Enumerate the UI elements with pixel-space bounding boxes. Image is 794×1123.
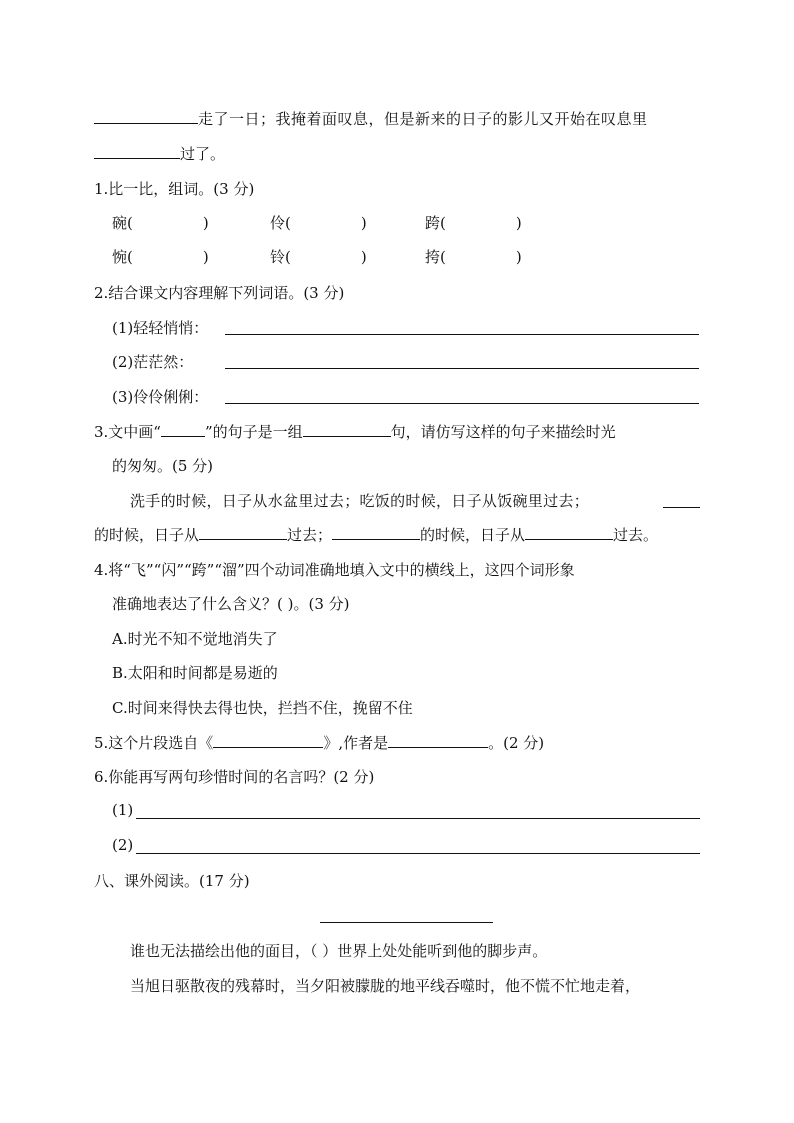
answer-line[interactable] (225, 334, 699, 335)
q3-example: 洗手的时候，日子从水盆里过去；吃饭的时候，日子从饭碗里过去； (130, 492, 590, 510)
q1-item-2: 伶( ) (270, 214, 367, 232)
blank-line[interactable] (332, 538, 420, 540)
q2-item-1: (1)轻轻悄悄： (112, 319, 209, 337)
passage-line-1: 谁也无法描绘出他的面目，（ ）世界上处处能听到他的脚步声。 (130, 942, 548, 960)
intro-text-1: 走了一日；我掩着面叹息，但是新来的日子的影儿又开始在叹息里 (198, 110, 648, 128)
blank-line[interactable] (213, 746, 323, 748)
q3-fill-line: 的时候，日子从 过去； 的时候，日子从 过去。 (94, 526, 659, 544)
q1-char: 碗 (112, 214, 128, 232)
passage-line-2: 当旭日驱散夜的残幕时，当夕阳被朦胧的地平线吞噬时，他不慌不忙地走着， (130, 977, 641, 995)
q4-stem-line-1: 4.将“飞”“闪”“跨”“溜”四个动词准确地填入文中的横线上，这四个词形象 (94, 561, 575, 579)
answer-line[interactable] (225, 368, 699, 369)
q2-item-3: (3)伶伶俐俐： (112, 388, 209, 406)
answer-line[interactable] (136, 818, 700, 819)
q1-item-5: 铃( ) (270, 248, 367, 266)
q4-option-b[interactable]: B.太阳和时间都是易逝的 (112, 664, 278, 682)
q2-stem: 2.结合课文内容理解下列词语。(3 分) (94, 284, 345, 302)
q4-stem-line-2: 准确地表达了什么含义？( )。(3 分) (112, 595, 350, 613)
q1-item-1: 碗( ) (112, 214, 209, 232)
q3-stem-line-2: 的匆匆。(5 分) (112, 457, 214, 475)
q1-item-6: 挎( ) (425, 248, 522, 266)
q4-option-a[interactable]: A.时光不知不觉地消失了 (112, 630, 278, 648)
blank-line[interactable] (94, 157, 180, 159)
q6-stem: 6.你能再写两句珍惜时间的名言吗？(2 分) (94, 768, 375, 786)
blank-line[interactable] (303, 435, 391, 437)
q1-char: 伶 (270, 214, 286, 232)
intro-line-1 (94, 108, 648, 129)
q6-item-2: (2) (112, 836, 134, 854)
q4-option-c[interactable]: C.时间来得快去得也快，拦挡不住，挽留不住 (112, 699, 413, 717)
title-blank-line[interactable] (320, 922, 493, 923)
blank-line[interactable] (199, 538, 287, 540)
answer-line[interactable] (225, 403, 699, 404)
intro-text-2: 过了。 (180, 145, 226, 163)
q2-item-2: (2)茫茫然： (112, 353, 194, 371)
answer-line[interactable] (136, 853, 700, 854)
blank-line[interactable] (388, 746, 488, 748)
q3-stem-line-1: 3.文中画“ ”的句子是一组 句，请仿写这样的句子来描绘时光 (94, 423, 616, 441)
blank-line (161, 435, 205, 437)
q5-stem: 5.这个片段选自《 》,作者是 。(2 分) (94, 734, 545, 752)
blank-line[interactable] (94, 122, 198, 124)
q1-char: 惋 (112, 248, 128, 266)
section-8-heading: 八、课外阅读。(17 分) (94, 872, 250, 890)
intro-line-2 (94, 143, 225, 164)
blank-line[interactable] (525, 538, 613, 540)
q6-item-1: (1) (112, 801, 134, 819)
q1-item-3: 跨( ) (425, 214, 522, 232)
q1-char: 挎 (425, 248, 441, 266)
q1-char: 跨 (425, 214, 441, 232)
q1-item-4: 惋( ) (112, 248, 209, 266)
q1-char: 铃 (270, 248, 286, 266)
blank-line[interactable] (663, 507, 700, 508)
q1-stem: 1.比一比，组词。(3 分) (94, 180, 255, 198)
